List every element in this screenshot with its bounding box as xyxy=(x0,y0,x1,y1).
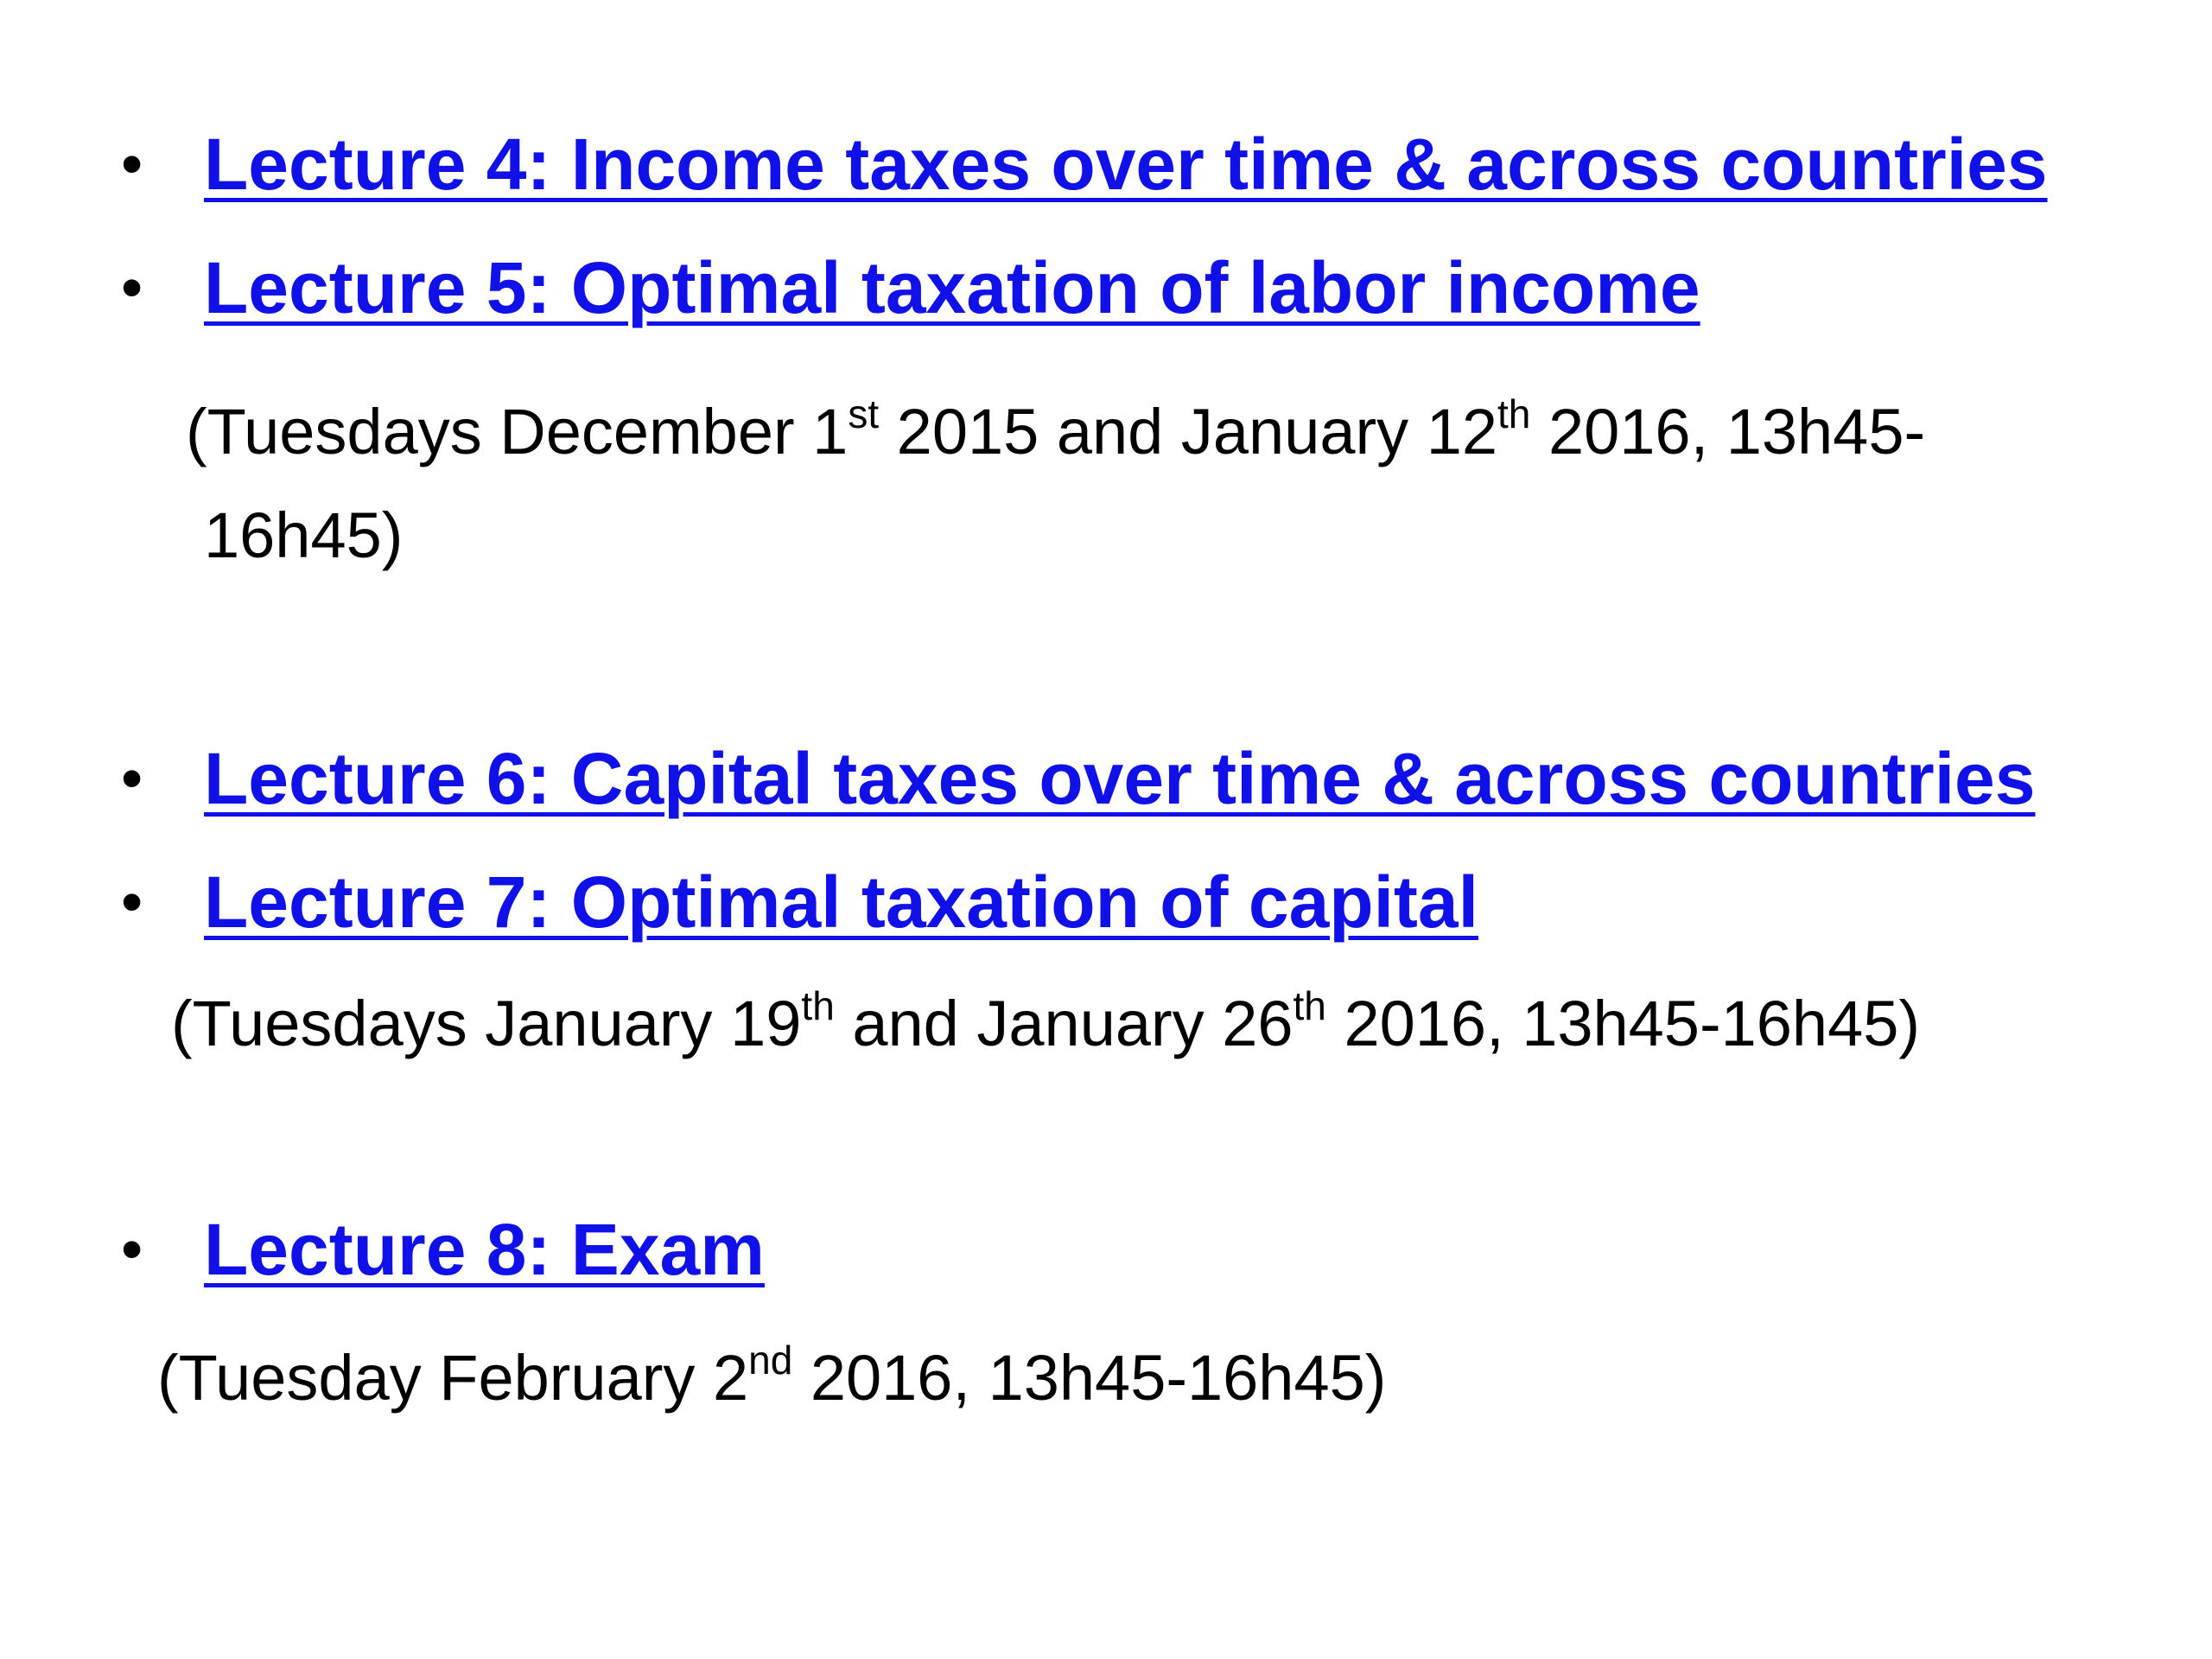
lecture-4-item xyxy=(121,117,2048,212)
bullet-icon: • xyxy=(121,744,143,813)
lecture-7-item xyxy=(121,855,1478,950)
schedule-lectures-4-5-continued xyxy=(204,484,403,588)
bullet-icon: • xyxy=(121,868,143,937)
schedule-text: 2016, 13h45-16h45) xyxy=(1325,988,1921,1059)
lecture-5-link[interactable]: Lecture 5: Optimal taxation of labor income xyxy=(204,246,1700,328)
bullet-icon: • xyxy=(121,130,143,199)
schedule-lecture-8 xyxy=(157,1326,1386,1430)
lecture-8-link[interactable]: Lecture 8: Exam xyxy=(204,1208,765,1290)
schedule-text: and January 26 xyxy=(834,988,1294,1059)
lecture-4-link[interactable]: Lecture 4: Income taxes over time & across countries xyxy=(204,123,2048,205)
lecture-7-link[interactable]: Lecture 7: Optimal taxation of capital xyxy=(204,861,1478,943)
schedule-text: (Tuesdays December 1 xyxy=(186,396,849,467)
ordinal-suffix: nd xyxy=(748,1338,793,1382)
lecture-5-item xyxy=(121,240,1700,335)
schedule-text: (Tuesday February 2 xyxy=(157,1342,749,1414)
schedule-text: (Tuesdays January 19 xyxy=(171,988,802,1059)
lecture-6-item xyxy=(121,731,2035,826)
schedule-text: 2015 and January 12 xyxy=(879,396,1498,467)
bullet-icon: • xyxy=(121,1215,143,1284)
schedule-text: 2016, 13h45- xyxy=(1530,396,1926,467)
ordinal-suffix: st xyxy=(848,391,880,436)
ordinal-suffix: th xyxy=(1293,983,1326,1028)
schedule-lectures-6-7 xyxy=(171,972,1920,1076)
schedule-text: 16h45) xyxy=(204,499,404,571)
schedule-lectures-4-5 xyxy=(186,380,1925,484)
lecture-8-item xyxy=(121,1202,765,1297)
schedule-text: 2016, 13h45-16h45) xyxy=(792,1342,1387,1414)
ordinal-suffix: th xyxy=(1497,391,1531,436)
ordinal-suffix: th xyxy=(801,983,835,1028)
lecture-6-link[interactable]: Lecture 6: Capital taxes over time & across countries xyxy=(204,737,2036,819)
bullet-icon: • xyxy=(121,253,143,322)
